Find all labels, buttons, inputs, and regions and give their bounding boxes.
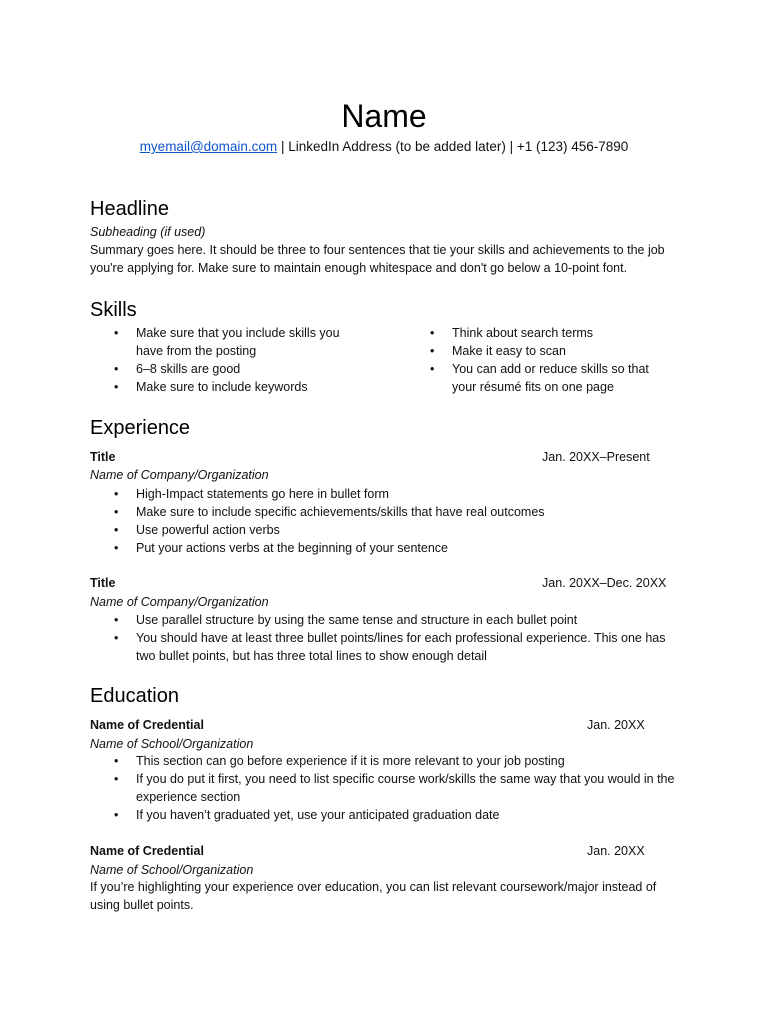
headline-subheading: Subheading (if used)	[90, 225, 206, 239]
credential-name: Name of Credential	[90, 844, 204, 858]
list-item: • If you do put it first, you need to list specific course work/skills the same way that you would in the experience section	[112, 770, 682, 806]
resume-name: Name	[341, 98, 427, 134]
job-bullets	[112, 485, 682, 557]
email-link[interactable]: myemail@domain.com	[139, 139, 278, 154]
list-item: • Put your actions verbs at the beginning of your sentence	[112, 539, 682, 557]
education-bullets	[112, 752, 682, 824]
education-note: If you’re highlighting your experience over education, you can list relevant coursework/major instead of using bullet points.	[90, 880, 657, 912]
job-organization: Name of Company/Organization	[90, 468, 269, 482]
credential-date: Jan. 20XX	[587, 718, 645, 732]
list-item: • Make sure to include specific achievements/skills that have real outcomes	[112, 503, 682, 521]
list-item: • You can add or reduce skills so that your résumé fits on one page	[428, 360, 668, 396]
list-item: • Use parallel structure by using the same tense and structure in each bullet point	[112, 611, 682, 629]
list-item: • Make sure that you include skills you have from the posting	[112, 324, 362, 360]
list-item: • If you haven’t graduated yet, use your anticipated graduation date	[112, 806, 682, 824]
school-name: Name of School/Organization	[90, 863, 254, 877]
headline-heading: Headline	[90, 198, 169, 220]
experience-heading: Experience	[90, 417, 191, 439]
contact-line	[0, 138, 768, 156]
skills-list-left	[112, 324, 362, 396]
credential-name: Name of Credential	[90, 718, 204, 732]
list-item: • 6–8 skills are good	[112, 360, 362, 378]
job-organization: Name of Company/Organization	[90, 595, 269, 609]
headline-summary: Summary goes here. It should be three to four sentences that tie your skills and achievements to the job you're applying for. Make sure to maintain enough whitespace and don't go below a 10-point font.	[90, 243, 665, 275]
list-item: • High-Impact statements go here in bullet form	[112, 485, 682, 503]
job-title: Title	[90, 450, 116, 464]
list-item: • Use powerful action verbs	[112, 521, 682, 539]
job-title: Title	[90, 576, 116, 590]
list-item: • Make sure to include keywords	[112, 378, 362, 396]
skills-heading: Skills	[90, 299, 137, 321]
job-bullets	[112, 611, 682, 665]
list-item: • Think about search terms	[428, 324, 668, 342]
education-heading: Education	[90, 685, 179, 707]
job-date: Jan. 20XX–Dec. 20XX	[542, 576, 667, 590]
credential-date: Jan. 20XX	[587, 844, 645, 858]
list-item: • This section can go before experience if it is more relevant to your job posting	[112, 752, 682, 770]
school-name: Name of School/Organization	[90, 737, 254, 751]
skills-list-right	[428, 324, 668, 396]
job-date: Jan. 20XX–Present	[542, 450, 650, 464]
list-item: • You should have at least three bullet points/lines for each professional experience. This one has two bullet points, but has three total lines to show enough detail	[112, 629, 682, 665]
contact-details: | LinkedIn Address (to be added later) | +1 (123) 456-7890	[277, 139, 629, 154]
list-item: • Make it easy to scan	[428, 342, 668, 360]
